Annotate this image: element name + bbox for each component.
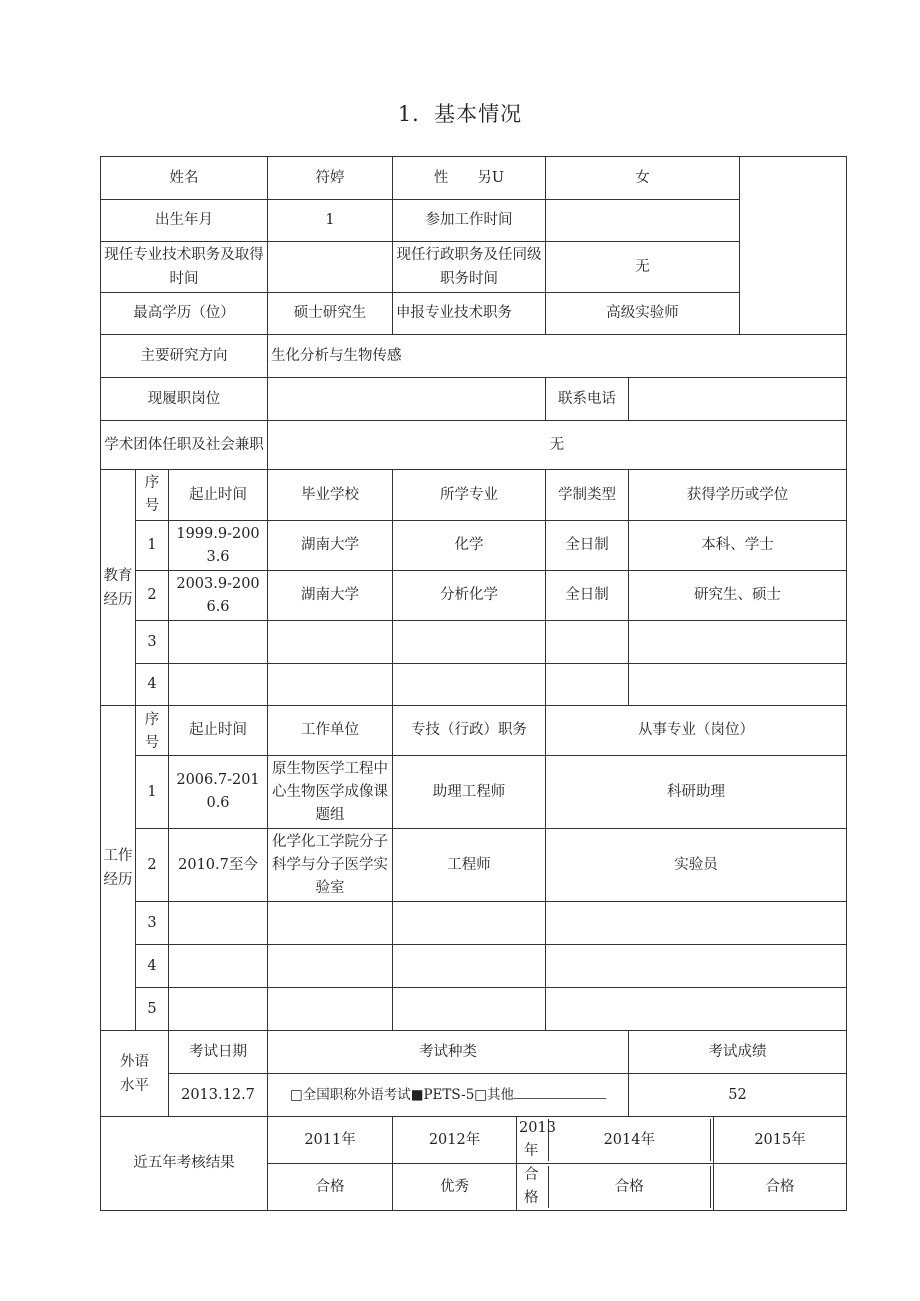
edu-header-degree: 获得学历或学位 xyxy=(629,470,847,521)
assessment-year: 2011年 xyxy=(268,1117,393,1164)
work-period[interactable] xyxy=(169,988,268,1031)
work-header-no: 序号 xyxy=(136,706,169,756)
edu-row xyxy=(101,521,847,571)
edu-degree[interactable] xyxy=(629,664,847,706)
assessment-label: 近五年考核结果 xyxy=(101,1117,268,1211)
work-start-value[interactable] xyxy=(546,200,740,242)
edu-major[interactable]: 分析化学 xyxy=(393,571,546,621)
other-blank[interactable] xyxy=(514,1084,606,1099)
year-subtable-2 xyxy=(548,1119,712,1161)
work-row xyxy=(101,756,847,829)
lang-date[interactable]: 2013.12.7 xyxy=(169,1074,268,1117)
name-label: 姓名 xyxy=(101,157,268,200)
degree-label: 最高学历（位） xyxy=(101,293,268,335)
edu-header-major: 所学专业 xyxy=(393,470,546,521)
language-section-label: 外语水平 xyxy=(101,1031,169,1117)
work-header-period: 起止时间 xyxy=(169,706,268,756)
assessment-year-split xyxy=(393,1117,556,1164)
work-row xyxy=(101,988,847,1031)
admin-title-value[interactable]: 无 xyxy=(546,242,740,293)
work-unit[interactable]: 原生物医学工程中心生物医学成像课题组 xyxy=(268,756,393,829)
work-no: 1 xyxy=(136,756,169,829)
birth-value[interactable]: 1 xyxy=(268,200,393,242)
year-subtable xyxy=(393,1117,556,1163)
result-subtable-2 xyxy=(548,1166,712,1208)
work-title[interactable]: 工程师 xyxy=(393,829,546,902)
gender-value[interactable]: 女 xyxy=(546,157,740,200)
work-field[interactable]: 科研助理 xyxy=(546,756,847,829)
edu-type[interactable]: 全日制 xyxy=(546,521,629,571)
lang-score[interactable]: 52 xyxy=(629,1074,847,1117)
edu-degree[interactable]: 本科、学士 xyxy=(629,521,847,571)
apply-title-label: 申报专业技术职务 xyxy=(393,293,546,335)
work-title[interactable] xyxy=(393,945,546,988)
research-label: 主要研究方向 xyxy=(101,335,268,378)
edu-school[interactable]: 湖南大学 xyxy=(268,521,393,571)
phone-value[interactable] xyxy=(629,378,847,421)
assessment-result-3-cell xyxy=(546,1164,714,1211)
post-label: 现履职岗位 xyxy=(101,378,268,421)
edu-no: 1 xyxy=(136,521,169,571)
edu-major[interactable] xyxy=(393,664,546,706)
work-period[interactable]: 2010.7至今 xyxy=(169,829,268,902)
edu-row xyxy=(101,571,847,621)
photo-box xyxy=(740,157,847,335)
edu-major[interactable] xyxy=(393,621,546,664)
edu-degree[interactable]: 研究生、硕士 xyxy=(629,571,847,621)
work-row xyxy=(101,945,847,988)
work-field[interactable] xyxy=(546,988,847,1031)
work-period[interactable]: 2006.7-2010.6 xyxy=(169,756,268,829)
edu-school[interactable] xyxy=(268,621,393,664)
edu-school[interactable] xyxy=(268,664,393,706)
work-unit[interactable] xyxy=(268,902,393,945)
work-field[interactable]: 实验员 xyxy=(546,829,847,902)
tech-title-value[interactable] xyxy=(268,242,393,293)
work-unit[interactable] xyxy=(268,988,393,1031)
work-title[interactable] xyxy=(393,902,546,945)
work-period[interactable] xyxy=(169,945,268,988)
work-row xyxy=(101,829,847,902)
lang-type-options: □全国职称外语考试■PETS-5□其他 xyxy=(289,1086,515,1103)
work-start-label: 参加工作时间 xyxy=(393,200,546,242)
work-title[interactable]: 助理工程师 xyxy=(393,756,546,829)
edu-period[interactable] xyxy=(169,664,268,706)
assessment-year: 2014年 xyxy=(548,1119,711,1161)
assessment-result[interactable]: 合格 xyxy=(548,1166,711,1208)
admin-title-label: 现任行政职务及任同级职务时间 xyxy=(393,242,546,293)
assessment-result[interactable]: 合格 xyxy=(524,1167,539,1206)
work-header-unit: 工作单位 xyxy=(268,706,393,756)
work-unit[interactable]: 化学化工学院分子科学与分子医学实验室 xyxy=(268,829,393,902)
work-unit[interactable] xyxy=(268,945,393,988)
post-value[interactable] xyxy=(268,378,546,421)
work-field[interactable] xyxy=(546,945,847,988)
work-field[interactable] xyxy=(546,902,847,945)
work-no: 2 xyxy=(136,829,169,902)
work-section-label: 工作经历 xyxy=(101,706,136,1031)
edu-header-type: 学制类型 xyxy=(546,470,629,521)
edu-header-school: 毕业学校 xyxy=(268,470,393,521)
lang-header-type: 考试种类 xyxy=(268,1031,629,1074)
assessment-result[interactable]: 合格 xyxy=(714,1164,847,1211)
edu-period[interactable]: 1999.9-2003.6 xyxy=(169,521,268,571)
edu-degree[interactable] xyxy=(629,621,847,664)
result-subtable xyxy=(393,1164,546,1210)
basic-info-form xyxy=(100,156,847,1211)
academic-value[interactable]: 无 xyxy=(268,421,847,470)
lang-type[interactable] xyxy=(268,1074,629,1117)
assessment-result[interactable]: 合格 xyxy=(268,1164,393,1211)
name-value[interactable]: 符婷 xyxy=(268,157,393,200)
work-no: 3 xyxy=(136,902,169,945)
degree-value[interactable]: 硕士研究生 xyxy=(268,293,393,335)
academic-label: 学术团体任职及社会兼职 xyxy=(101,421,268,470)
work-row xyxy=(101,902,847,945)
work-header-field: 从事专业（岗位） xyxy=(546,706,847,756)
lang-header-date: 考试日期 xyxy=(169,1031,268,1074)
assessment-year: 2012年 xyxy=(393,1117,517,1163)
edu-type[interactable]: 全日制 xyxy=(546,571,629,621)
assessment-result-split xyxy=(393,1164,546,1211)
assessment-result[interactable]: 优秀 xyxy=(393,1164,517,1210)
edu-major[interactable]: 化学 xyxy=(393,521,546,571)
edu-period[interactable]: 2003.9-2006.6 xyxy=(169,571,268,621)
edu-header-no: 序号 xyxy=(136,470,169,521)
edu-no: 2 xyxy=(136,571,169,621)
work-no: 5 xyxy=(136,988,169,1031)
assessment-year-3-spacer xyxy=(546,1117,714,1164)
edu-period[interactable] xyxy=(169,621,268,664)
assessment-year: 2015年 xyxy=(714,1117,847,1164)
edu-row xyxy=(101,621,847,664)
edu-row xyxy=(101,664,847,706)
gender-label: 性 另U xyxy=(393,157,546,200)
page-title: 1．基本情况 xyxy=(397,102,523,126)
lang-header-score: 考试成绩 xyxy=(629,1031,847,1074)
work-period[interactable] xyxy=(169,902,268,945)
edu-no: 4 xyxy=(136,664,169,706)
tech-title-label: 现任专业技术职务及取得时间 xyxy=(101,242,268,293)
education-section-label: 教育经历 xyxy=(101,470,136,706)
edu-type[interactable] xyxy=(546,621,629,664)
edu-no: 3 xyxy=(136,621,169,664)
edu-school[interactable]: 湖南大学 xyxy=(268,571,393,621)
edu-type[interactable] xyxy=(546,664,629,706)
phone-label: 联系电话 xyxy=(546,378,629,421)
edu-header-period: 起止时间 xyxy=(169,470,268,521)
apply-title-value[interactable]: 高级实验师 xyxy=(546,293,740,335)
research-value[interactable]: 生化分析与生物传感 xyxy=(268,335,847,378)
assessment-year: 2013年 xyxy=(519,1120,556,1159)
work-header-title: 专技（行政）职务 xyxy=(393,706,546,756)
work-title[interactable] xyxy=(393,988,546,1031)
birth-label: 出生年月 xyxy=(101,200,268,242)
work-no: 4 xyxy=(136,945,169,988)
